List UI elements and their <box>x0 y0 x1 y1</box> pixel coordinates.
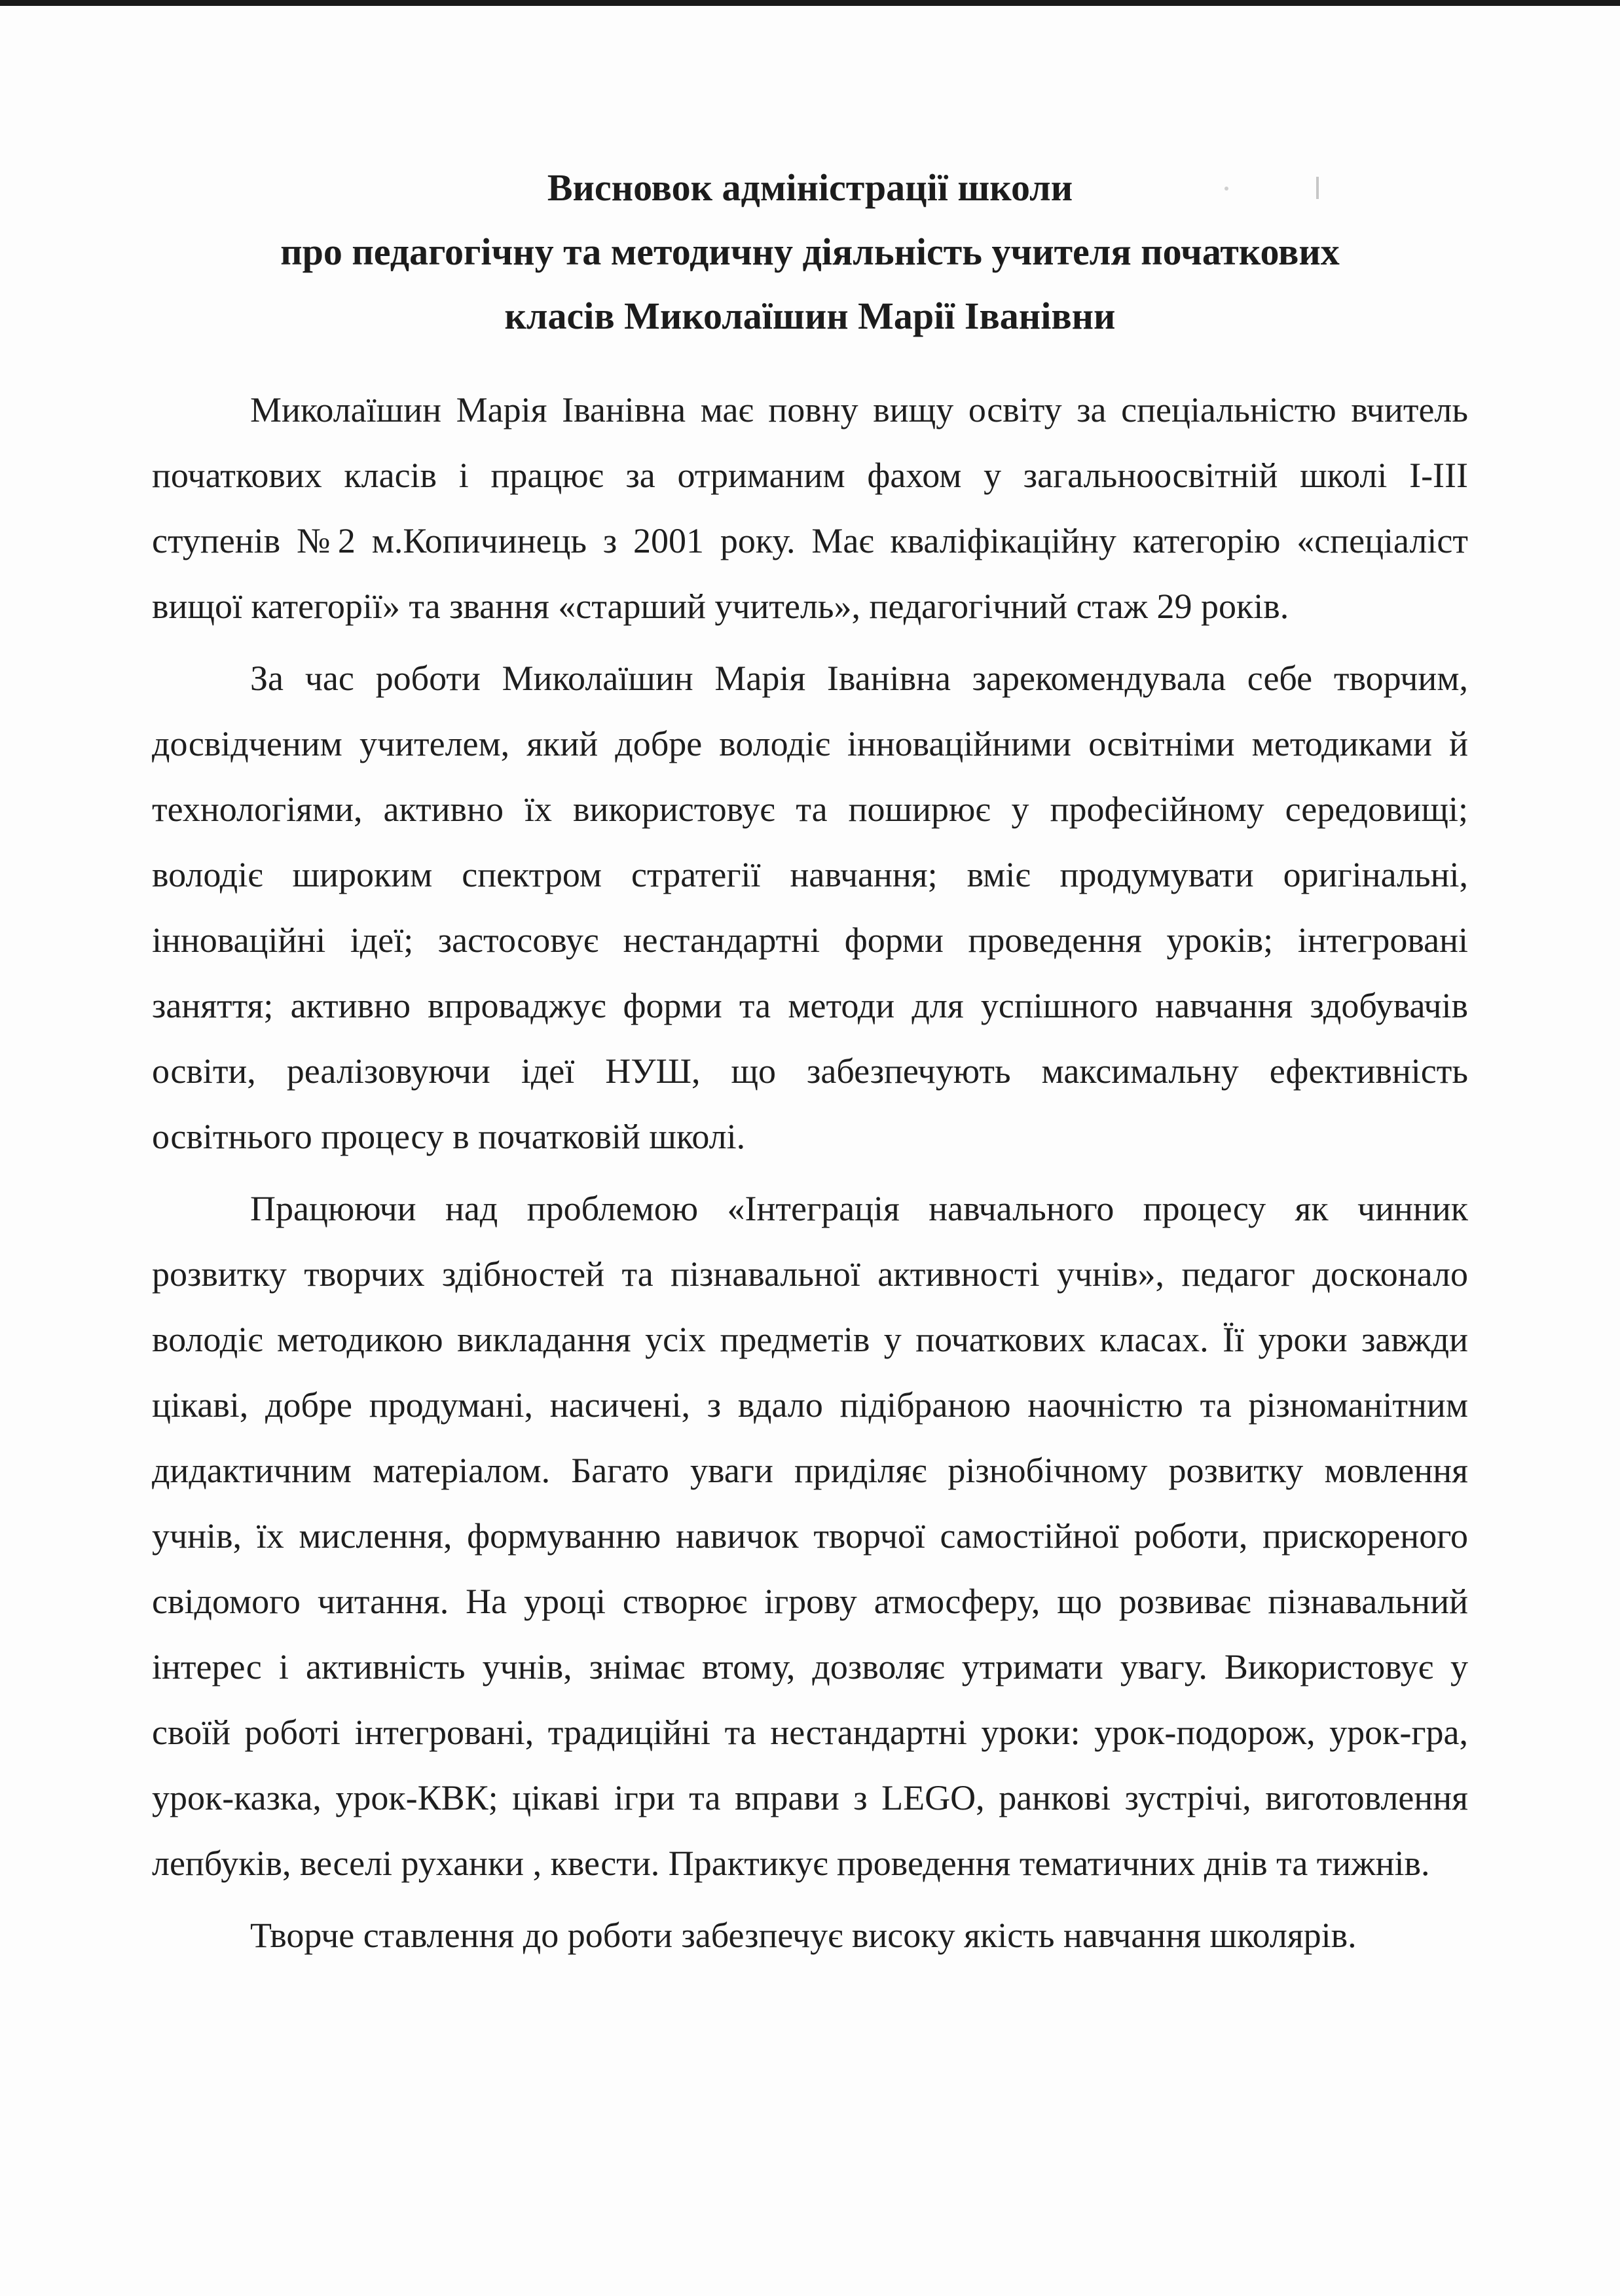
title-line-3: класів Миколаїшин Марії Іванівни <box>504 295 1116 337</box>
paragraph-methodology: Працюючи над проблемою «Інтеграція навчального процесу як чинник розвитку творчих здібностей та пізнавальної активності учнів», педагог досконало володіє методикою викладання усіх предметів у початкових класах. Її уроки завжди цікаві, добре продумані, насичені, з вдало підібраною наочністю та різноманітним дидактичним матеріалом. Багато уваги приділяє різнобічному розвитку мовлення учнів, їх мислення, формуванню навичок творчої самостійної роботи, прискореного свідомого читання. На уроці створює ігрову атмосферу, що розвиває пізнавальний інтерес і активність учнів, знімає втому, дозволяє утримати увагу. Використовує у своїй роботі інтегровані, традиційні та нестандартні уроки: урок-подорож, урок-гра, урок-казка, урок-КВК; цікаві ігри та вправи з LEGO, ранкові зустрічі, виготовлення лепбуків, веселі руханки , квести. Практикує проведення тематичних днів та тижнів. <box>152 1189 1468 1883</box>
document-body <box>152 377 1468 1975</box>
document-title <box>151 156 1469 348</box>
title-line-1: Висновок адміністрації школи <box>547 166 1073 209</box>
paragraph-conclusion: Творче ставлення до роботи забезпечує високу якість навчання школярів. <box>250 1916 1357 1955</box>
paragraph-education: Миколаїшин Марія Іванівна має повну вищу освіту за спеціальністю вчитель початкових класів і працює за отриманим фахом у загальноосвітній школі І-ІІІ ступенів №2 м.Копичинець з 2001 року. Має кваліфікаційну категорію «спеціаліст вищої категорії» та звання «старший учитель», педагогічний стаж 29 років. <box>152 390 1468 626</box>
scan-top-edge <box>0 0 1620 6</box>
paragraph-characteristics: За час роботи Миколаїшин Марія Іванівна зарекомендувала себе творчим, досвідченим учителем, який добре володіє інноваційними освітніми методиками й технологіями, активно їх використовує та поширює у професійному середовищі; володіє широким спектром стратегії навчання; вміє продумувати оригінальні, інноваційні ідеї; застосовує нестандартні форми проведення уроків; інтегровані заняття; активно впроваджує форми та методи для успішного навчання здобувачів освіти, реалізовуючи ідеї НУШ, що забезпечують максимальну ефективність освітнього процесу в початковій школі. <box>152 659 1468 1156</box>
title-line-2: про педагогічну та методичну діяльність учителя початкових <box>280 230 1340 273</box>
